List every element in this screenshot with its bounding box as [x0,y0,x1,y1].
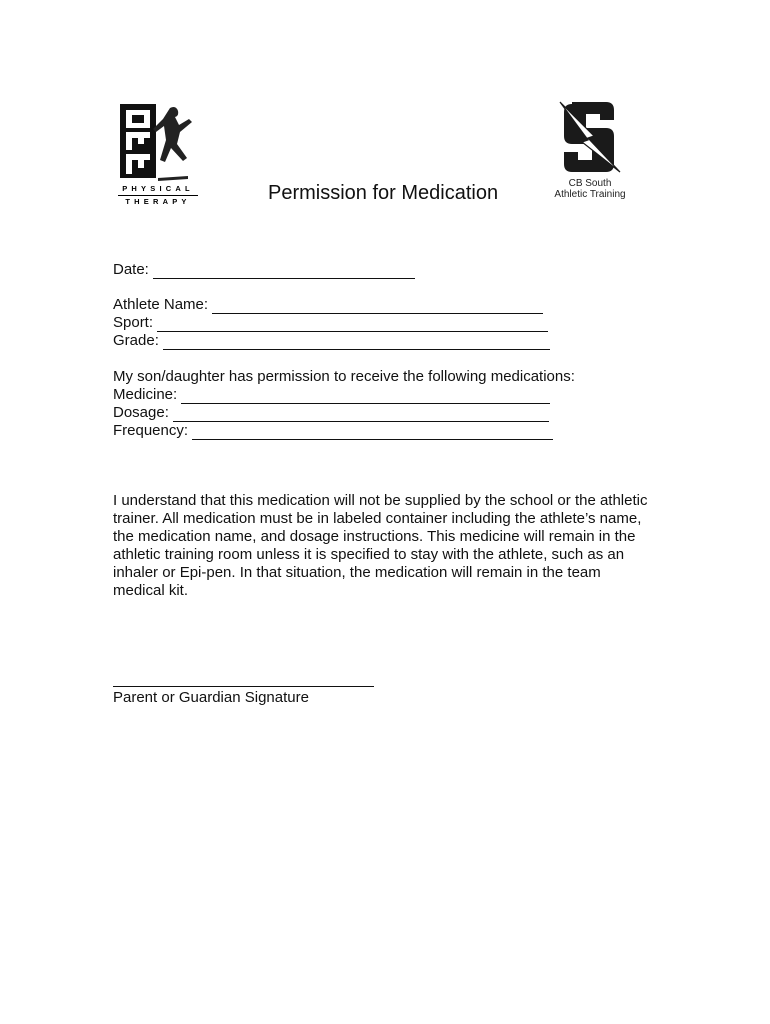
grade-label: Grade: [113,332,159,349]
statement-line: I understand that this medication will not be supplied by the school or the athletic [113,492,648,509]
signature-label: Parent or Guardian Signature [113,689,309,706]
s-lightning-icon [558,100,622,174]
statement-line: the medication name, and dosage instructions. This medicine will remain in the [113,528,636,545]
cb-south-caption [540,178,640,200]
dosage-field[interactable] [113,404,549,422]
pro-caption-line-1: PHYSICAL [122,184,194,193]
athlete-name-field[interactable] [113,296,543,314]
statement-line: medical kit. [113,582,189,599]
medications-intro: My son/daughter has permission to receive the following medications: [113,368,575,385]
sport-field[interactable] [113,314,548,332]
grade-line[interactable] [163,335,550,350]
athlete-name-line[interactable] [212,299,543,314]
athlete-name-label: Athlete Name: [113,296,209,313]
pro-logo-icon [118,102,202,182]
frequency-line[interactable] [192,425,553,440]
pro-logo-caption [112,183,204,208]
dosage-line[interactable] [173,407,549,422]
grade-field[interactable] [113,332,550,350]
page-title: Permission for Medication [268,182,499,204]
sport-label: Sport: [113,314,154,331]
date-label: Date: [113,261,149,278]
statement-paragraph [113,492,673,600]
signature-line[interactable] [113,686,374,687]
cb-caption-line-2: Athletic Training [554,189,626,200]
statement-line: inhaler or Epi-pen. In that situation, the medication will remain in the team [113,564,601,581]
frequency-field[interactable] [113,422,553,440]
dosage-label: Dosage: [113,404,169,421]
medicine-field[interactable] [113,386,550,404]
cb-south-logo [558,100,622,174]
date-line[interactable] [153,264,415,279]
statement-line: athletic training room unless it is specified to stay with the athlete, such as an [113,546,625,563]
date-field[interactable] [113,261,415,279]
cb-caption-line-1: CB South [568,178,612,189]
frequency-label: Frequency: [113,422,189,439]
sport-line[interactable] [157,317,548,332]
pro-caption-line-2: THERAPY [125,197,191,206]
medicine-line[interactable] [181,389,550,404]
statement-line: trainer. All medication must be in labeled container including the athlete’s name, [113,510,642,527]
medicine-label: Medicine: [113,386,178,403]
